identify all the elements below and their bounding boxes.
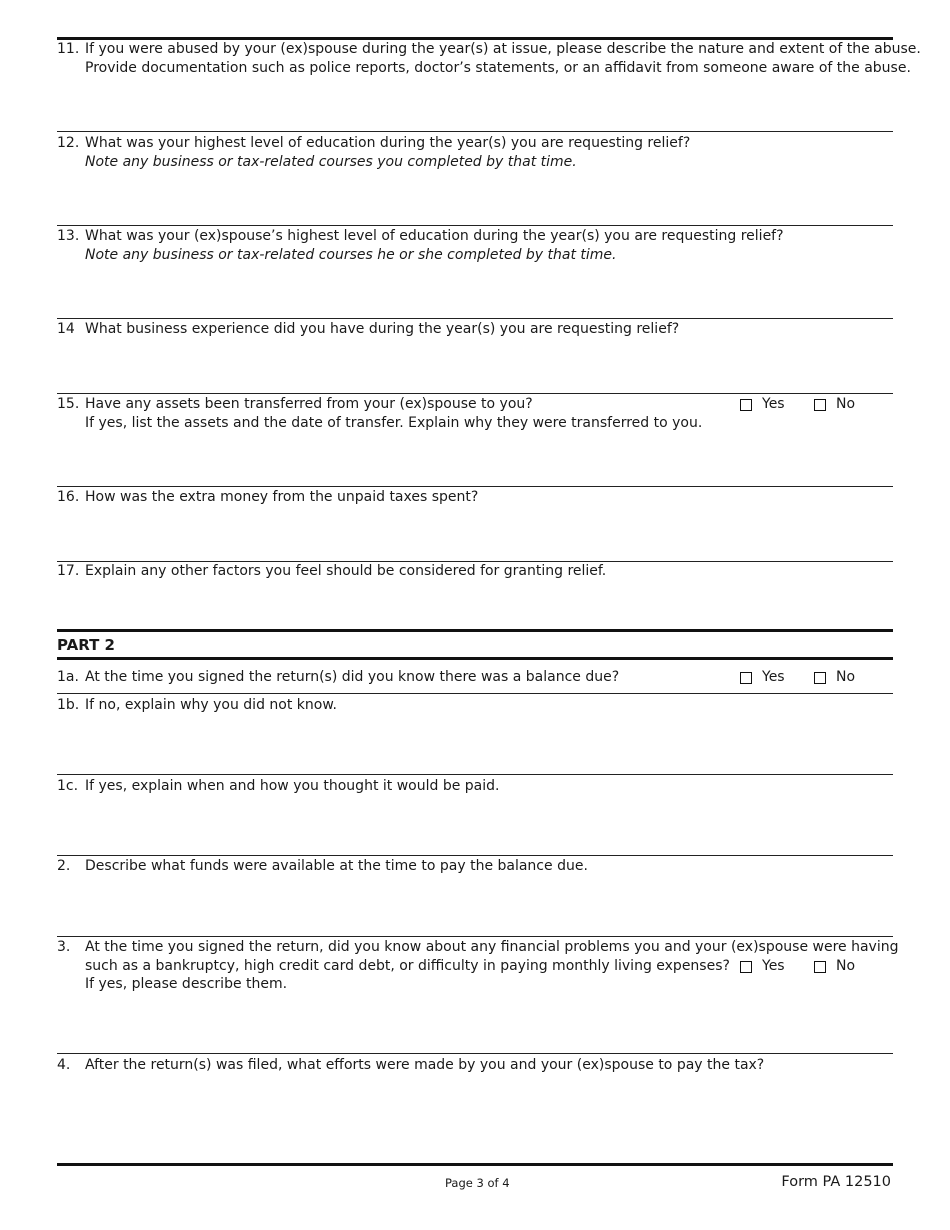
question-text: What was your highest level of education during the year(s) you are requesting relief? — [85, 135, 691, 151]
question-number: 16. — [57, 489, 80, 505]
part2-bottom-rule — [57, 657, 893, 660]
question-text: If yes, please describe them. — [85, 976, 288, 992]
form-page — [57, 0, 921, 1230]
question-text: At the time you signed the return(s) did you know there was a balance due? — [85, 669, 620, 685]
question-text: Provide documentation such as police reports, doctor’s statements, or an affidavit from someone aware of the abuse. — [85, 59, 911, 76]
question-number: 12. — [57, 135, 80, 151]
divider — [57, 693, 893, 694]
question-text: How was the extra money from the unpaid taxes spent? — [85, 489, 479, 505]
question-text: If yes, explain when and how you thought it would be paid. — [85, 778, 500, 794]
question-text: If you were abused by your (ex)spouse during the year(s) at issue, please describe the nature and extent of the abuse. — [85, 41, 921, 57]
question-number: 3. — [57, 939, 71, 955]
question-number: 1c. — [57, 778, 79, 794]
question-text: Have any assets been transferred from your (ex)spouse to you? — [85, 396, 533, 412]
divider — [57, 318, 893, 319]
divider — [57, 1053, 893, 1054]
yes-checkbox[interactable] — [740, 672, 752, 684]
yes-label: Yes — [762, 396, 785, 412]
question-number: 1b. — [57, 697, 80, 713]
no-checkbox[interactable] — [814, 672, 826, 684]
divider — [57, 393, 893, 394]
question-text: After the return(s) was filed, what efforts were made by you and your (ex)spouse to pay the tax? — [85, 1057, 765, 1073]
divider — [57, 486, 893, 487]
part2-top-rule — [57, 629, 893, 632]
divider — [57, 774, 893, 775]
question-note: Note any business or tax-related courses he or she completed by that time. — [85, 246, 617, 263]
question-text: such as a bankruptcy, high credit card debt, or difficulty in paying monthly living expenses? — [85, 957, 730, 974]
no-checkbox[interactable] — [814, 399, 826, 411]
question-number: 2. — [57, 858, 71, 874]
question-number: 17. — [57, 563, 80, 579]
no-label: No — [836, 669, 856, 685]
question-number: 4. — [57, 1057, 71, 1073]
question-number: 14 — [57, 321, 75, 337]
divider — [57, 225, 893, 226]
question-text: Explain any other factors you feel should be considered for granting relief. — [85, 563, 607, 579]
question-note: Note any business or tax-related courses you completed by that time. — [85, 153, 577, 170]
footer-rule — [57, 1163, 893, 1166]
part2-title: PART 2 — [57, 636, 115, 654]
no-label: No — [836, 396, 856, 412]
no-checkbox[interactable] — [814, 961, 826, 973]
question-text: At the time you signed the return, did you know about any financial problems you and your (ex)spouse were having — [85, 939, 899, 955]
question-number: 13. — [57, 228, 80, 244]
question-text: What business experience did you have during the year(s) you are requesting relief? — [85, 321, 680, 337]
divider — [57, 855, 893, 856]
question-text: Describe what funds were available at the time to pay the balance due. — [85, 858, 588, 874]
question-text: What was your (ex)spouse’s highest level of education during the year(s) you are requesting relief? — [85, 228, 784, 244]
yes-label: Yes — [762, 669, 785, 685]
question-number: 15. — [57, 396, 80, 412]
question-text: If no, explain why you did not know. — [85, 697, 337, 713]
divider — [57, 936, 893, 937]
question-text: If yes, list the assets and the date of transfer. Explain why they were transferred to you. — [85, 414, 703, 431]
divider — [57, 131, 893, 132]
yes-checkbox[interactable] — [740, 961, 752, 973]
question-number: 1a. — [57, 669, 79, 685]
yes-label: Yes — [762, 957, 785, 974]
no-label: No — [836, 957, 856, 974]
question-number: 11. — [57, 41, 80, 57]
yes-checkbox[interactable] — [740, 399, 752, 411]
form-id: Form PA 12510 — [781, 1174, 891, 1190]
page-number: Page 3 of 4 — [445, 1176, 510, 1190]
